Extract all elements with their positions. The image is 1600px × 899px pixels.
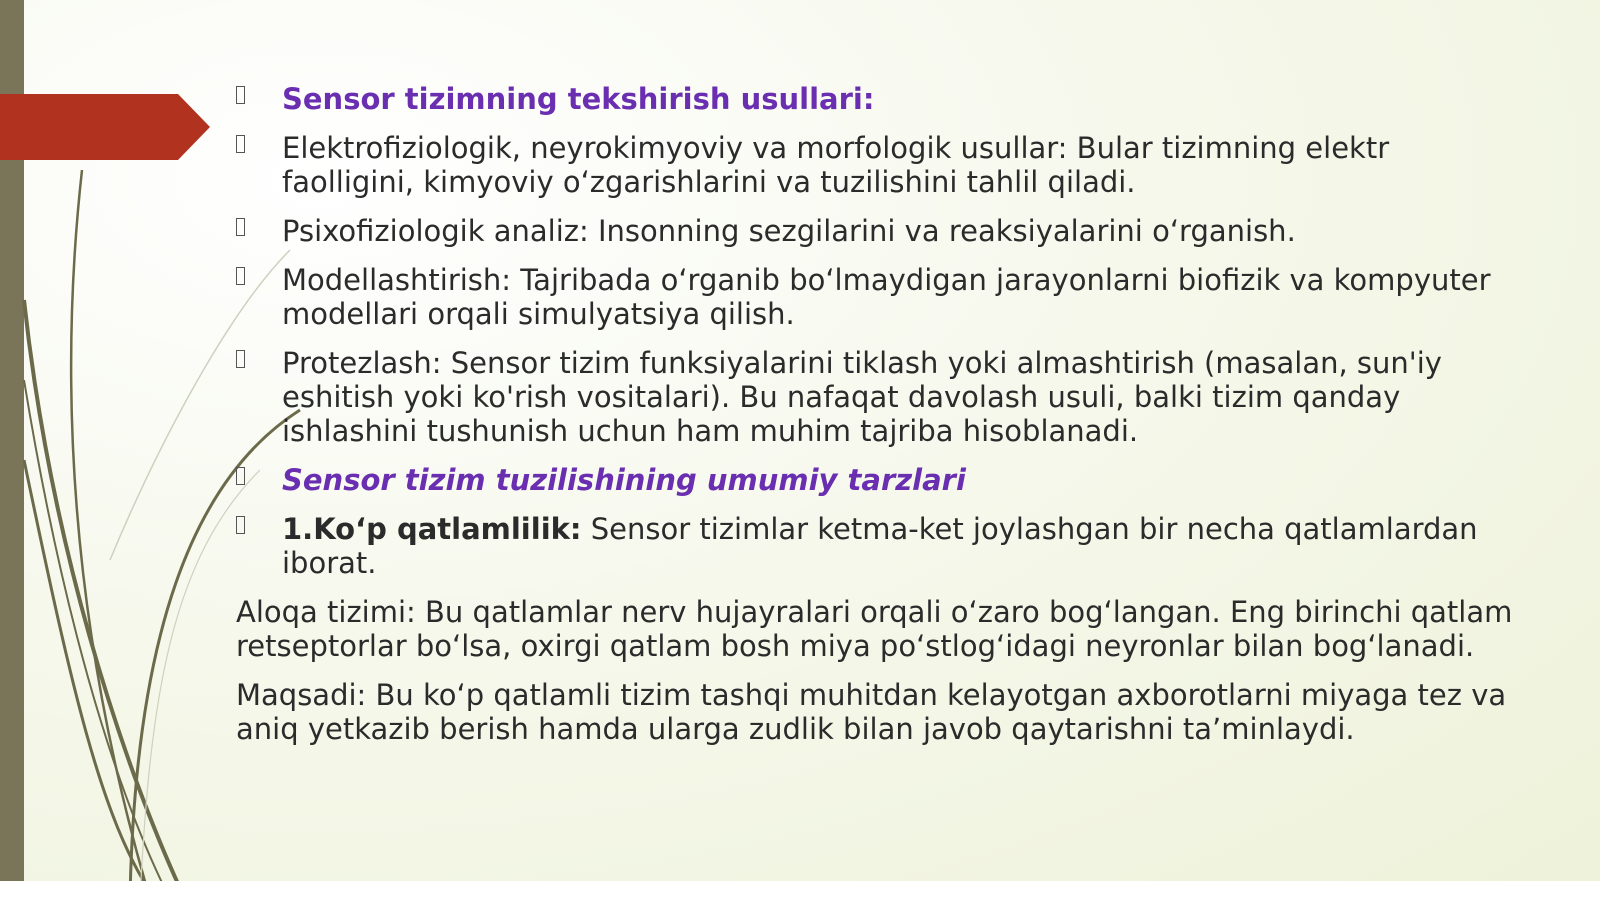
missing-glyph-box-icon (236, 467, 245, 485)
paragraph: Maqsadi: Bu ko‘p qatlamli tizim tashqi muhitdan kelayotgan axborotlarni miyaga tez va aniq yetkazib berish hamda ularga zudlik bilan javob qaytarishni ta’minlaydi. (236, 678, 1507, 746)
section-heading: Sensor tizimning tekshirish usullari (282, 82, 863, 116)
red-arrow-banner (0, 94, 210, 160)
bottom-strip (0, 881, 1600, 899)
bullet-text: Sensor tizimlar ketma-ket joylashgan bir necha qatlamlardan iborat. (282, 512, 1478, 580)
bullet-text: Psixofiziologik analiz: Insonning sezgilarini va reaksiyalarini o‘rganish. (282, 214, 1296, 248)
bullet-bold-prefix: 1.Ko‘p qatlamlilik: (282, 512, 582, 546)
slide-content (236, 82, 1526, 761)
bullet-text: Protezlash: Sensor tizim funksiyalarini tiklash yoki almashtirish (masalan, sun'iy eshitish yoki ko'rish vositalari). Bu nafaqat davolash usuli, balki tizim qanday ishlashini tushunish uchun ham muhim tajriba hisoblanadi. (282, 346, 1442, 448)
bullet-item (236, 131, 1526, 199)
bullet-item (236, 463, 1526, 497)
missing-glyph-box-icon (236, 86, 245, 104)
bullet-item (236, 214, 1526, 248)
missing-glyph-box-icon (236, 516, 245, 534)
bullet-item (236, 346, 1526, 448)
bullet-item (236, 512, 1526, 580)
paragraph: Aloqa tizimi: Bu qatlamlar nerv hujayralari orqali o‘zaro bog‘langan. Eng birinchi qatlam retseptorlar bo‘lsa, oxirgi qatlam bosh miya po‘stlog‘idagi neyronlar bilan bog‘lanadi. (236, 595, 1513, 663)
bullet-item (236, 82, 1526, 116)
bullet-text: Elektrofiziologik, neyrokimyoviy va morfologik usullar: Bular tizimning elektr faolligini, kimyoviy o‘zgarishlarini va tuzilishini tahlil qiladi. (282, 131, 1390, 199)
missing-glyph-box-icon (236, 350, 245, 368)
missing-glyph-box-icon (236, 267, 245, 285)
section-subheading: Sensor tizim tuzilishining umumiy tarzlari (282, 463, 966, 497)
bullet-item (236, 263, 1526, 331)
missing-glyph-box-icon (236, 218, 245, 236)
heading-colon: : (862, 82, 875, 116)
bullet-text: Modellashtirish: Tajribada o‘rganib bo‘lmaydigan jarayonlarni biofizik va kompyuter modellari orqali simulyatsiya qilish. (282, 263, 1491, 331)
missing-glyph-box-icon (236, 135, 245, 153)
